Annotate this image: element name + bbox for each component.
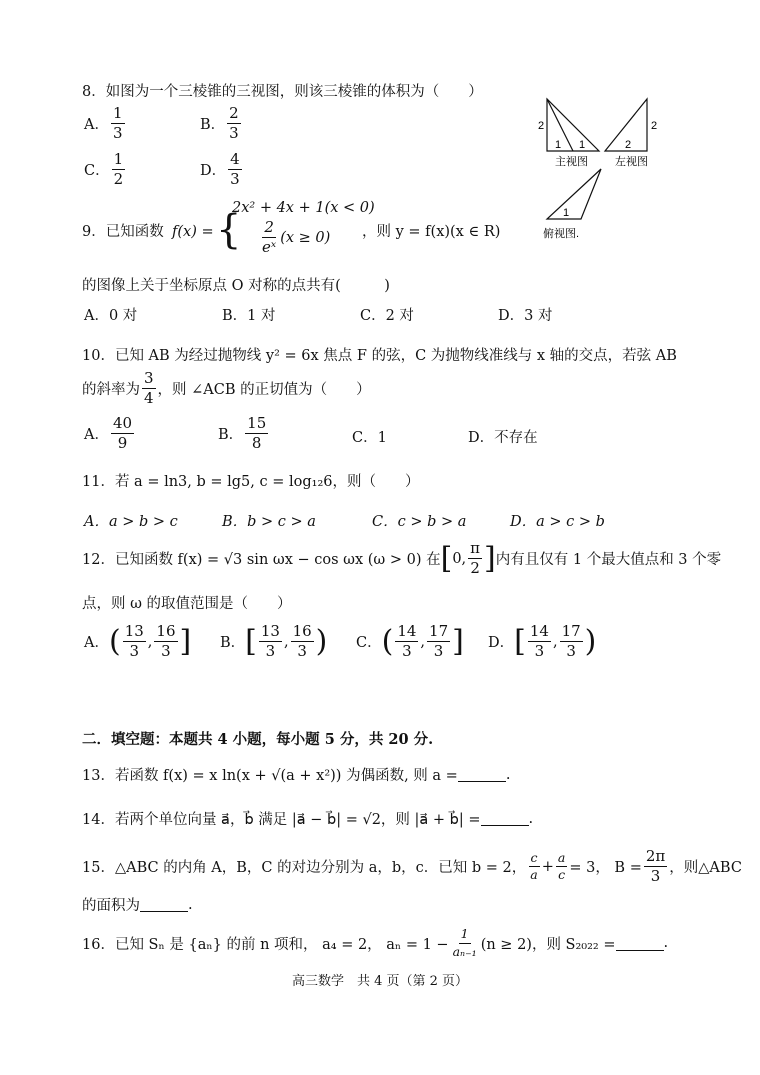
q15-line1: [82, 849, 742, 884]
option-letter: C．: [84, 163, 110, 179]
frac-den: 3: [534, 642, 545, 660]
q9-fx: f(x) =: [172, 224, 214, 240]
q12-option-d: D． [ $\frac{14}{3}$ , $\frac{17}{3}$ ): [488, 622, 597, 660]
left-bracket: [: [245, 623, 257, 659]
frac-num: 1: [459, 928, 471, 944]
frac-den: 3: [230, 170, 240, 188]
q10-line2: [82, 371, 371, 406]
q8-option-d: [200, 152, 244, 187]
top-base-label: 1: [563, 207, 570, 219]
q15-period: .: [188, 896, 193, 913]
frac-den: 2: [113, 170, 124, 188]
q9-case2: [258, 220, 330, 255]
option-letter: D．: [200, 163, 227, 179]
front-base-right-label: 1: [579, 139, 586, 151]
q15-post: ，则△ABC: [669, 860, 742, 876]
q8-option-a: [84, 106, 127, 141]
q11-option-a: A．a > b > c: [84, 514, 178, 530]
q9-option-b: B．1 对: [222, 308, 276, 324]
frac-den: 2: [470, 559, 480, 577]
right-bracket: ): [584, 623, 597, 659]
q16: [82, 928, 668, 958]
q11-option-b: B．b > c > a: [222, 514, 316, 530]
frac-num: π: [470, 539, 481, 557]
frac-den: c: [558, 867, 566, 882]
q10-option-c: C．1: [352, 430, 387, 446]
right-bracket: ]: [179, 623, 192, 659]
q12-line2: 点，则 ω 的取值范围是（ ）: [82, 596, 292, 612]
option-letter: A．: [84, 635, 109, 651]
q12-line1: 12．已知函数 f(x) = √3 sin ωx − cos ωx (ω > 0) 在 [ 0, $\frac{\pi}{2}$ ] 内有且仅有 1 个最大值点和 3 个零: [82, 539, 722, 577]
frac-den: 3: [402, 642, 412, 660]
q9-line2: 的图像上关于坐标原点 O 对称的点共有( ): [82, 278, 390, 294]
q16-answer-blank[interactable]: [616, 936, 664, 951]
q14-stem: 14．若两个单位向量 a⃗，b⃗ 满足 |a⃗ − b⃗| = √2，则 |a⃗ + b⃗| =: [82, 812, 481, 828]
q16-stem: 16．已知 Sₙ 是 {aₙ} 的前 n 项和， a₄ = 2， aₙ = 1 −: [82, 936, 449, 953]
frac-num: 15: [247, 414, 267, 432]
q10-line1: 10．已知 AB 为经过抛物线 y² = 6x 焦点 F 的弦，C 为抛物线准线与 x 轴的交点，若弦 AB: [82, 348, 677, 364]
top-view-label: 俯视图.: [543, 228, 580, 240]
plus-sign: +: [541, 858, 554, 875]
left-bracket: (: [381, 623, 394, 659]
frac-den: 3: [265, 642, 276, 660]
q16-mid: (n ≥ 2)，则 S₂₀₂₂ =: [480, 936, 616, 953]
q9-suffix: ，则 y = f(x)(x ∈ R): [362, 224, 501, 240]
side-height-label: 2: [651, 120, 658, 132]
q10-option-b: B． $\frac{15}{8}$: [218, 414, 267, 452]
frac-num: 14: [529, 622, 549, 640]
q15-mid: = 3， B =: [569, 860, 642, 876]
side-view: [605, 99, 657, 168]
q13-period: .: [505, 766, 511, 783]
three-view-figure: [535, 95, 665, 245]
q10-option-a: A． $\frac{40}{9}$: [84, 414, 133, 452]
q12-option-a: A． ( $\frac{13}{3}$ , $\frac{16}{3}$ ]: [84, 622, 192, 660]
q9-option-c: C．2 对: [360, 308, 414, 324]
frac-den: aₙ₋₁: [452, 943, 477, 959]
frac-num: c: [529, 852, 540, 868]
frac-num: 13: [260, 622, 280, 640]
option-letter: B．: [220, 635, 246, 651]
frac-num: 3: [144, 369, 154, 387]
q11-stem: 11．若 a = ln3, b = lg5, c = log₁₂6，则（ ）: [82, 474, 420, 490]
frac-den: 3: [112, 124, 123, 142]
frac-num: 1: [112, 104, 123, 122]
q15-stem: 15．△ABC 的内角 A，B，C 的对边分别为 a，b，c．已知 b = 2，: [82, 860, 527, 876]
front-view-label: 主视图: [555, 156, 588, 168]
q9-option-d: D．3 对: [498, 308, 553, 324]
frac-num: 40: [112, 414, 133, 432]
option-letter: A．: [84, 117, 109, 133]
q14-answer-blank[interactable]: [481, 811, 529, 826]
q12-line1-pre: 12．已知函数 f(x) = √3 sin ωx − cos ωx (ω > 0) 在: [82, 552, 441, 568]
q13: [82, 764, 510, 785]
front-base-left-label: 1: [555, 139, 562, 151]
q8-option-c: [84, 152, 127, 187]
section-2-title: 二．填空题：本题共 4 小题，每小题 5 分，共 20 分.: [82, 731, 434, 748]
q13-stem: 13．若函数 f(x) = x ln(x + √(a + x²)) 为偶函数, 则 a =: [82, 768, 458, 784]
q9-case2-condition: (x ≥ 0): [280, 229, 331, 246]
q15-answer-blank[interactable]: [140, 897, 188, 912]
frac-num: 2: [264, 218, 274, 236]
q8-option-b: [200, 106, 243, 141]
q9-case1: 2x² + 4x + 1(x < 0): [232, 200, 375, 216]
q14: [82, 808, 533, 829]
frac-den: 3: [229, 124, 239, 142]
q15-line2: [82, 894, 193, 915]
q12-option-b: B． [ $\frac{13}{3}$ , $\frac{16}{3}$ ): [220, 622, 328, 660]
frac-num: 17: [561, 622, 581, 640]
frac-num: 2π: [645, 847, 666, 865]
q12-option-c: C． ( $\frac{14}{3}$ , $\frac{17}{3}$ ]: [356, 622, 464, 660]
q16-period: .: [663, 935, 669, 951]
q10-option-d: D．不存在: [468, 430, 538, 446]
q8-stem: 8．如图为一个三棱锥的三视图，则该三棱锥的体积为（ ）: [82, 84, 483, 100]
q9-brace: {: [216, 207, 242, 253]
frac-den: 3: [566, 642, 576, 660]
option-letter: D．: [488, 635, 515, 651]
q10-line2-pre: 的斜率为: [82, 382, 140, 398]
frac-den: 3: [650, 867, 661, 885]
frac-den: 3: [433, 642, 444, 660]
frac-den: 3: [129, 642, 140, 660]
frac-den: eˣ: [262, 238, 277, 256]
option-letter: C．: [356, 635, 382, 651]
frac-den: 4: [144, 389, 154, 407]
side-base-label: 2: [625, 139, 632, 151]
page-footer: 高三数学 共 4 页（第 2 页）: [291, 974, 469, 989]
right-bracket: ]: [452, 623, 464, 659]
right-bracket: ): [315, 623, 328, 659]
frac-num: 1: [113, 150, 124, 168]
left-bracket: (: [108, 623, 121, 659]
frac-num: 4: [230, 150, 240, 168]
q9-prefix: 9．已知函数: [82, 224, 164, 240]
q11-option-d: D．a > c > b: [510, 514, 605, 530]
frac-den: 9: [117, 434, 128, 452]
q14-period: .: [528, 810, 534, 827]
q15-line2-pre: 的面积为: [82, 898, 140, 914]
left-bracket: [: [514, 623, 526, 659]
top-view: [543, 169, 601, 240]
q10-line2-post: ，则 ∠ACB 的正切值为（ ）: [157, 382, 371, 398]
frac-den: 3: [161, 642, 171, 660]
frac-num: 16: [292, 622, 312, 640]
front-height-label: 2: [538, 120, 545, 132]
frac-den: 8: [251, 434, 262, 452]
frac-den: 3: [297, 642, 307, 660]
q11-option-c: C．c > b > a: [372, 514, 467, 530]
frac-num: 17: [429, 622, 449, 640]
frac-den: a: [530, 867, 538, 882]
front-view: [538, 99, 599, 168]
side-view-label: 左视图: [615, 156, 648, 168]
frac-num: 2: [229, 104, 239, 122]
frac-num: 13: [124, 622, 144, 640]
q13-answer-blank[interactable]: [458, 767, 506, 782]
frac-num: 14: [397, 622, 417, 640]
frac-num: a: [556, 852, 567, 868]
q9-option-a: A．0 对: [84, 308, 138, 324]
q12-line1-post: 内有且仅有 1 个最大值点和 3 个零: [495, 552, 722, 568]
frac-num: 16: [156, 622, 176, 640]
option-letter: B．: [200, 117, 226, 133]
